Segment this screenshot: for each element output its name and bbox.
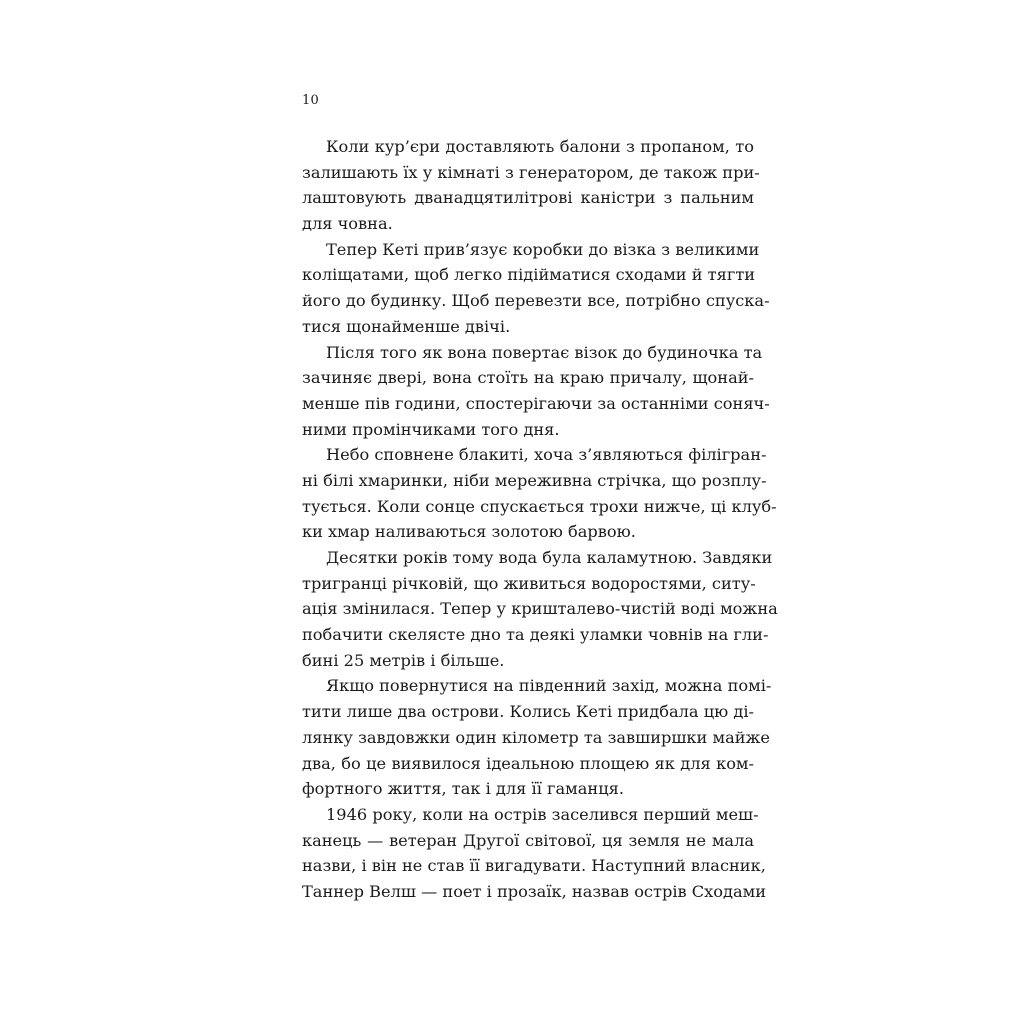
text-line: лаштовують дванадцятилітрові каністри з пальним <box>302 188 754 208</box>
text-line: 1946 року, коли на острів заселився перший меш- <box>326 804 759 824</box>
text-line: два, бо це виявилося ідеальною площею як для ком- <box>302 753 754 773</box>
text-line: ки хмар наливаються золотою барвою. <box>302 522 636 542</box>
page-number: 10 <box>302 93 319 108</box>
text-line: Якщо повернутися на південний захід, можна помі- <box>326 676 772 696</box>
text-line: Десятки років тому вода була каламутною. Завдяки <box>326 548 773 567</box>
text-line: зачиняє двері, вона стоїть на краю причалу, щонай- <box>302 368 754 388</box>
text-line: тується. Коли сонце спускається трохи нижче, ці клуб- <box>302 496 777 516</box>
text-line: для човна. <box>302 214 393 234</box>
text-line: Таннер Велш — поет і прозаїк, назвав острів Сходами <box>302 881 767 901</box>
text-line: тися щонайменше двічі. <box>302 316 511 336</box>
text-line: коліщатами, щоб легко підійматися сходами й тягти <box>302 265 756 285</box>
text-line: тити лише два острови. Колись Кеті придбала цю ді- <box>302 702 754 722</box>
text-line: ні білі хмаринки, ніби мереживна стрічка, що розплу- <box>302 470 767 490</box>
text-line: назви, і він не став її вигадувати. Наступний власник, <box>302 856 766 876</box>
text-line: менше пів години, спостерігаючи за останніми соняч- <box>302 393 770 413</box>
text-line: тригранці річковій, що живиться водоростями, ситу- <box>302 573 756 593</box>
text-line: Тепер Кеті прив’язує коробки до візка з великими <box>326 239 760 259</box>
body-text <box>302 134 778 905</box>
text-line: ними промінчиками того дня. <box>302 419 560 439</box>
text-line: бині 25 метрів і більше. <box>302 650 505 670</box>
text-line: Небо сповнене блакиті, хоча з’являються філігран- <box>326 445 767 465</box>
text-line: канець — ветеран Другої світової, ця земля не мала <box>302 830 754 850</box>
text-line: його до будинку. Щоб перевезти все, потрібно спуска- <box>302 291 770 311</box>
text-line: лянку завдовжки один кілометр та завширшки майже <box>302 727 770 747</box>
text-line: побачити скелясте дно та деякі уламки човнів на гли- <box>302 625 769 645</box>
text-line: залишають їх у кімнаті з генератором, де також при- <box>302 162 760 182</box>
text-line: фортного життя, так і для її гаманця. <box>302 779 624 799</box>
text-line: Коли кур’єри доставляють балони з пропаном, то <box>326 137 754 156</box>
text-line: ація змінилася. Тепер у кришталево-чистій воді можна <box>302 599 778 619</box>
text-line: Після того як вона повертає візок до будиночка та <box>326 342 763 362</box>
